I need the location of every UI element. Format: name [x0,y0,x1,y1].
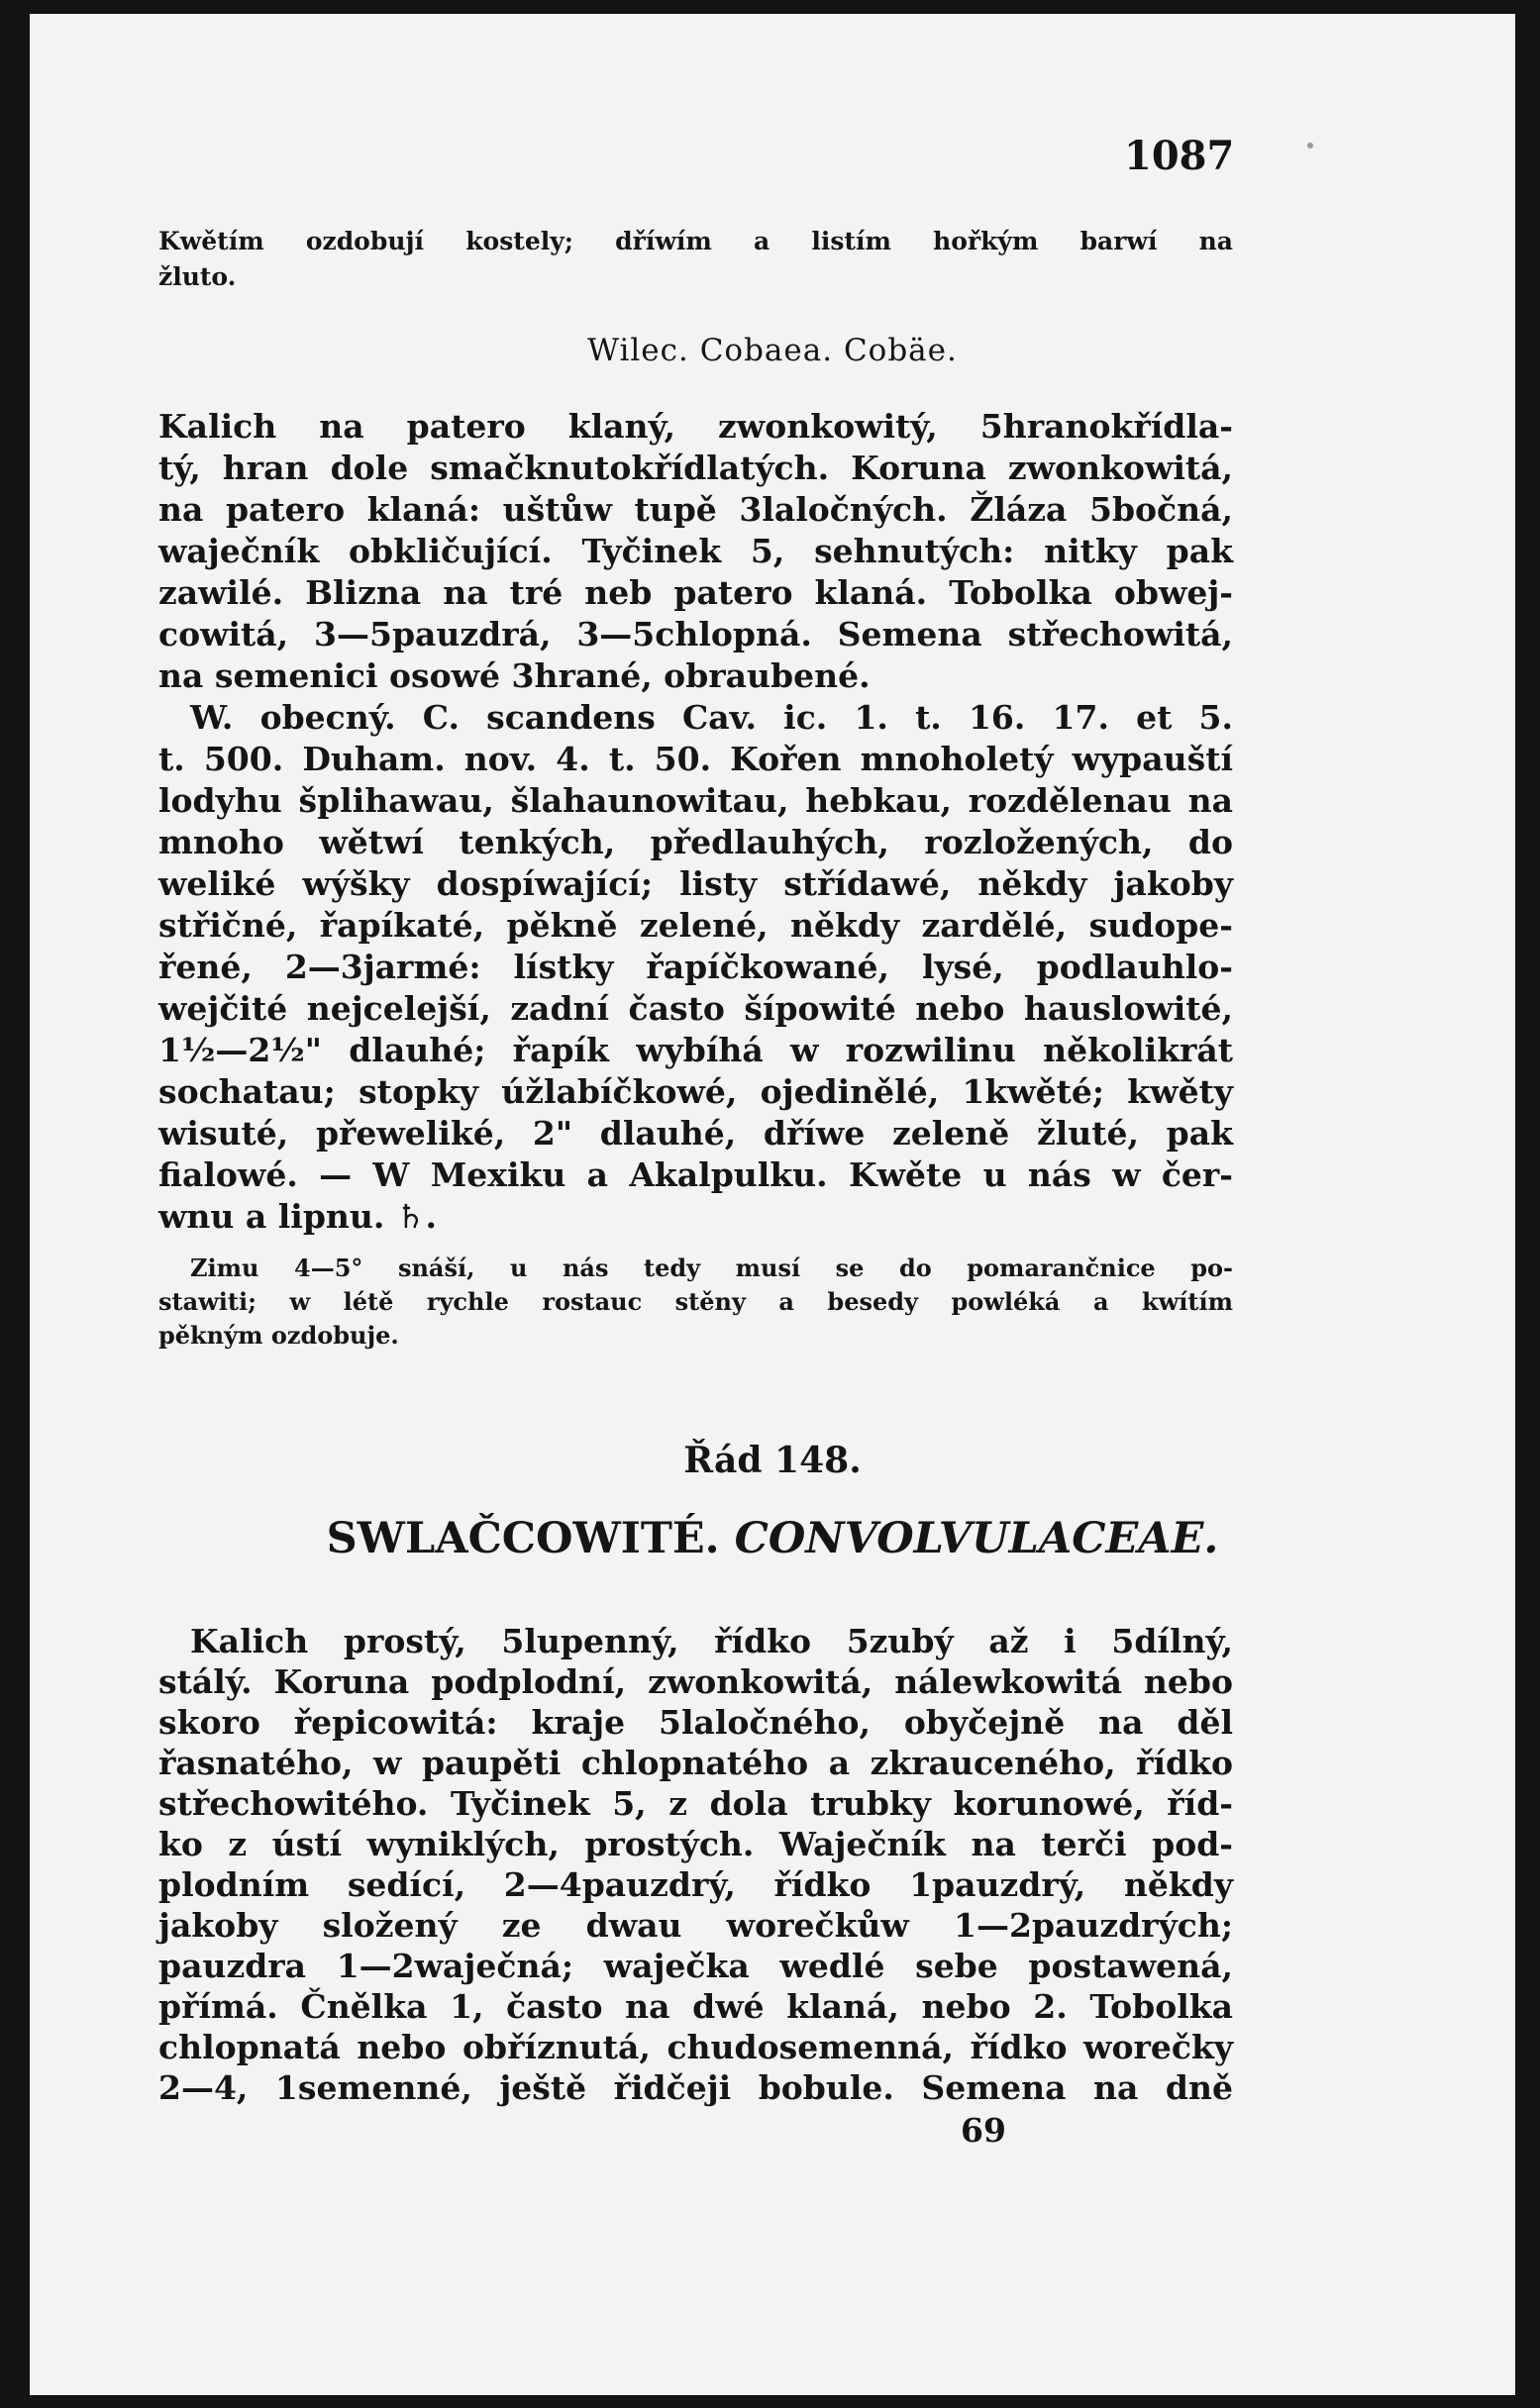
description-line: zawilé. Blizna na tré neb patero klaná. Tobolka obwej- [158,573,1233,612]
description-line: na patero klaná: uštůw tupě 3laločných. Žláza 5bočná, [158,490,1233,529]
description-line: t. 500. Duham. nov. 4. t. 50. Kořen mnoholetý wypauští [158,740,1233,778]
description-line: na semenici osowé 3hrané, obraubené. [158,656,871,695]
family-line: plodním sedící, 2—4pauzdrý, řídko 1pauzdrý, někdy [158,1865,1233,1904]
description-line: lodyhu šplihawau, šlahaunowitau, hebkau, rozdělenau na [158,781,1233,820]
signature-mark: 69 [961,2111,1006,2150]
description-line: mnoho wětwí tenkých, předlauhých, rozložených, do [158,823,1233,861]
family-line: jakoby složený ze dwau worečkůw 1—2pauzdrých; [158,1906,1233,1945]
description-line: wisuté, přeweliké, 2" dlauhé, dříwe zeleně žluté, pak [158,1114,1233,1153]
note-line: stawiti; w létě rychle rostauc stěny a besedy powléká a kwítím [158,1287,1233,1316]
family-line: skoro řepicowitá: kraje 5laločného, obyčejně na děl [158,1703,1233,1742]
description-line: střičné, řapíkaté, pěkně zelené, někdy zardělé, sudope- [158,906,1233,945]
family-line: pauzdra 1—2waječná; waječka wedlé sebe postawená, [158,1947,1233,1985]
family-description [158,1621,1233,2108]
description-line: Kalich na patero klaný, zwonkowitý, 5hranokřídla- [158,407,1233,446]
family-line: 2—4, 1semenné, ještě řidčeji bobule. Semena na dně [158,2068,1233,2107]
book-page [30,14,1515,2395]
description-line: fialowé. — W Mexiku a Akalpulku. Kwěte u nás w čer- [158,1155,1233,1194]
genus-heading: Wilec. Cobaea. Cobäe. [587,333,958,368]
description-line: waječník obkličující. Tyčinek 5, sehnutých: nitky pak [158,532,1233,570]
description-line: wejčité nejcelejší, zadní často šípowité nebo hauslowité, [158,989,1233,1028]
family-line: řasnatého, w paupěti chlopnatého a zkrauceného, řídko [158,1744,1233,1782]
family-line: střechowitého. Tyčinek 5, z dola trubky korunowé, říd- [158,1784,1233,1823]
family-heading [30,1514,1515,1563]
order-heading: Řád 148. [683,1440,862,1481]
intro-line: Kwětím ozdobují kostely; dříwím a listím hořkým barwí na [158,227,1233,255]
intro-paragraph [158,224,1233,295]
page-number: 1087 [1124,133,1235,179]
family-line: přímá. Čnělka 1, často na dwé klaná, nebo 2. Tobolka [158,1987,1233,2026]
family-line: Kalich prostý, 5lupenný, řídko 5zubý až i 5dílný, [190,1622,1233,1660]
family-name-latin: CONVOLVULACEAE. [734,1514,1219,1563]
family-line: ko z ústí wyniklých, prostých. Waječník na terči pod- [158,1825,1233,1863]
cultivation-note [158,1252,1233,1353]
description-line: sochatau; stopky úžlabíčkowé, ojedinělé, 1kwěté; kwěty [158,1072,1233,1111]
intro-line: žluto. [158,262,237,291]
family-line: chlopnatá nebo obříznutá, chudosemenná, řídko worečky [158,2028,1233,2066]
description-line: weliké wýšky dospíwající; listy střídawé, někdy jakoby [158,864,1233,903]
description-line: tý, hran dole smačknutokřídlatých. Koruna zwonkowitá, [158,449,1233,487]
genus-description [158,406,1233,1238]
family-name-czech: SWLAČCOWITÉ. [326,1514,720,1563]
note-line: Zimu 4—5° snáší, u nás tedy musí se do pomarančnice po- [190,1254,1233,1282]
note-line: pěkným ozdobuje. [158,1321,399,1350]
description-line: wnu a lipnu. ♄. [158,1197,437,1236]
description-line: cowitá, 3—5pauzdrá, 3—5chlopná. Semena střechowitá, [158,615,1233,653]
description-line: 1½—2½" dlauhé; řapík wybíhá w rozwilinu několikrát [158,1031,1233,1069]
page-speck [1307,143,1313,149]
family-line: stálý. Koruna podplodní, zwonkowitá, nálewkowitá nebo [158,1662,1233,1701]
description-line: řené, 2—3jarmé: lístky řapíčkowané, lysé, podlauhlo- [158,948,1233,986]
description-line: W. obecný. C. scandens Cav. ic. 1. t. 16. 17. et 5. [190,698,1233,737]
